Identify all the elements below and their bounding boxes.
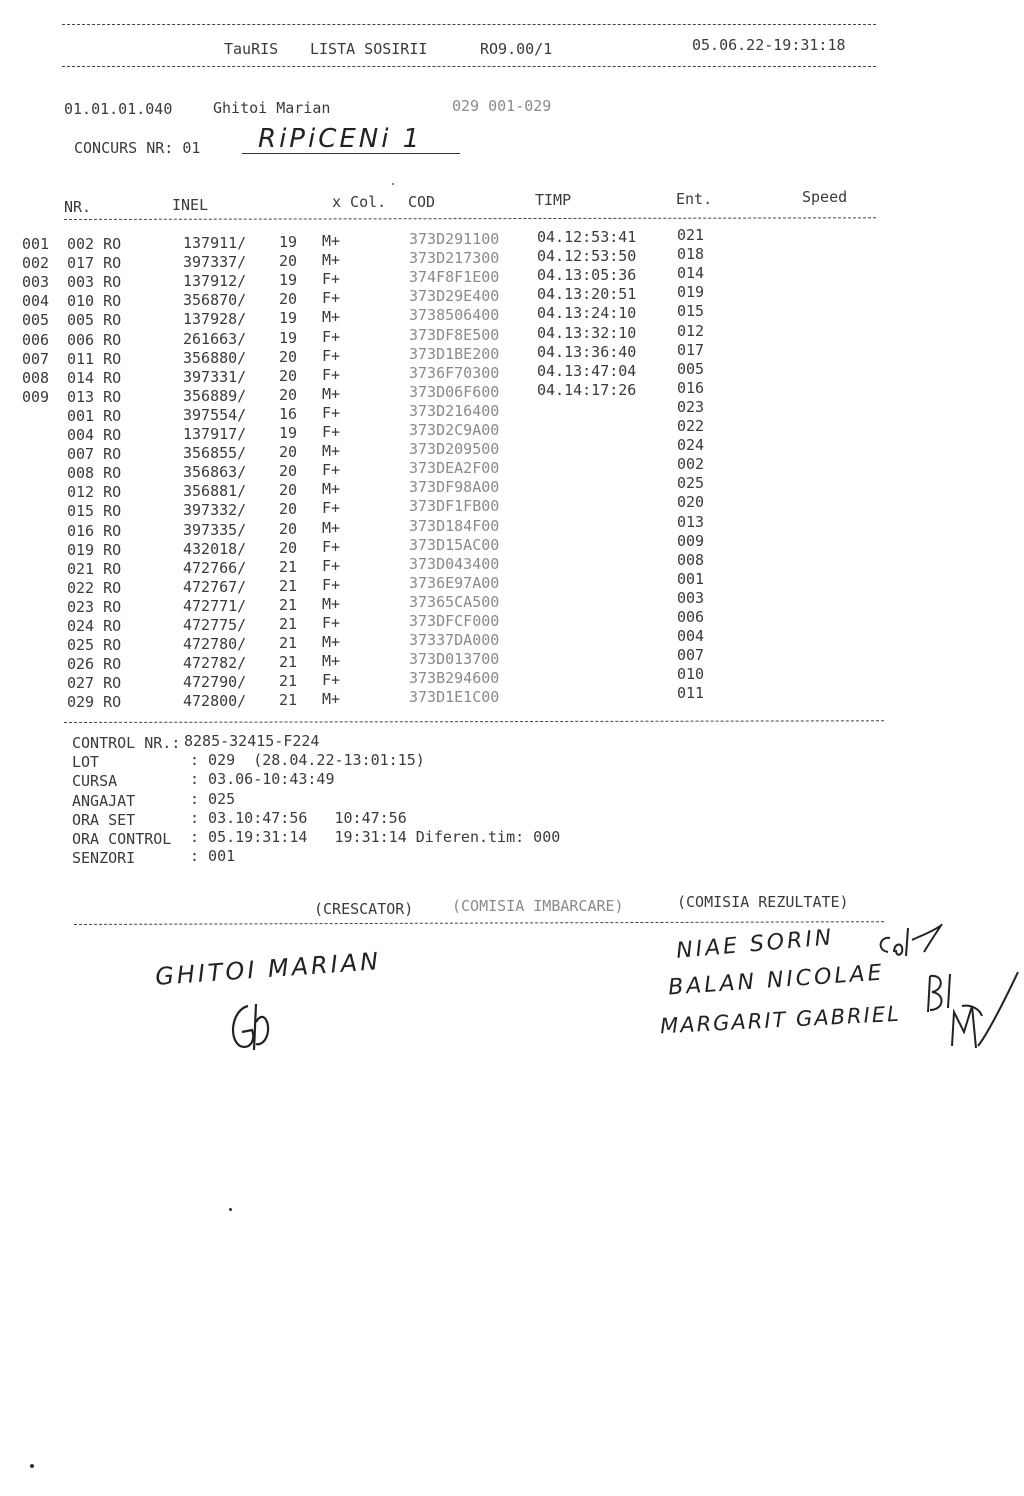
row-sex: M+ <box>322 633 341 652</box>
row-sex: M+ <box>322 251 341 270</box>
row-ent: 010 <box>677 665 705 684</box>
row-year: 21 <box>279 557 298 576</box>
col-header-cod: COD <box>408 193 436 211</box>
row-year: 20 <box>279 538 298 557</box>
control-label: ANGAJAT <box>72 791 136 810</box>
row-ent: 017 <box>677 340 705 359</box>
row-time: 04.13:24:10 <box>537 304 637 323</box>
row-ring: 472771/ <box>183 596 247 615</box>
row-year: 20 <box>279 290 298 309</box>
header-system: TauRIS <box>224 40 279 58</box>
row-code: 373DFCF000 <box>409 612 500 630</box>
signature-commission-3: MARGARIT GABRIEL <box>659 1001 902 1039</box>
row-sex: F+ <box>322 423 341 441</box>
row-year: 19 <box>279 424 298 442</box>
row-ent: 016 <box>677 378 705 397</box>
row-code: 373D15AC00 <box>409 535 500 554</box>
row-sex: F+ <box>322 289 341 308</box>
signature-commission-1-mark <box>870 922 950 962</box>
row-ent: 023 <box>677 397 705 416</box>
contest-label: CONCURS NR: 01 <box>74 139 201 157</box>
row-ring: 137912/ <box>183 272 247 291</box>
row-code: 374F8F1E00 <box>409 268 500 287</box>
contest-name-handwritten: RiPiCENi 1 <box>258 124 423 154</box>
row-time: 04.12:53:50 <box>537 247 637 266</box>
row-position: 008 <box>22 368 50 387</box>
row-number: 005 RO <box>67 311 122 330</box>
row-number: 025 RO <box>67 636 122 655</box>
row-ent: 014 <box>677 264 705 283</box>
sig-header-boarding: (COMISIA IMBARCARE) <box>452 897 624 915</box>
row-ent: 001 <box>677 569 705 588</box>
row-code: 373D184F00 <box>409 516 500 535</box>
control-label: CURSA <box>72 772 118 791</box>
row-ring: 472790/ <box>183 673 247 692</box>
row-ent: 012 <box>677 321 705 340</box>
row-year: 19 <box>279 309 298 328</box>
row-code: 37365CA500 <box>409 592 500 611</box>
control-label: ORA CONTROL <box>72 830 172 848</box>
control-value: : 05.19:31:14 19:31:14 Diferen.tim: 000 <box>190 828 561 846</box>
row-ring: 356889/ <box>183 386 247 405</box>
row-code: 373B294600 <box>409 669 500 688</box>
sig-header-breeder: (CRESCATOR) <box>314 900 414 918</box>
row-ring: 472782/ <box>183 654 247 673</box>
row-code: 373D043400 <box>409 554 500 573</box>
row-ring: 397332/ <box>183 501 247 520</box>
row-ent: 004 <box>677 627 705 646</box>
row-ring: 397554/ <box>183 405 247 424</box>
row-code: 373D06F600 <box>409 382 500 401</box>
row-sex: F+ <box>322 403 341 422</box>
row-code: 373DEA2F00 <box>409 459 500 478</box>
row-position: 009 <box>22 387 50 406</box>
row-number: 027 RO <box>67 674 122 693</box>
row-sex: F+ <box>322 556 341 575</box>
row-code: 373D013700 <box>409 650 500 669</box>
row-ring: 261663/ <box>183 329 247 348</box>
row-code: 373D1E1C00 <box>409 688 500 707</box>
row-code: 3736F70300 <box>409 363 500 382</box>
row-number: 014 RO <box>67 368 122 387</box>
row-number: 029 RO <box>67 693 122 712</box>
row-sex: F+ <box>322 499 341 518</box>
row-number: 010 RO <box>67 292 122 311</box>
row-ring: 137911/ <box>183 234 247 252</box>
row-sex: M+ <box>322 518 341 537</box>
header-printed-datetime: 05.06.22-19:31:18 <box>692 36 846 54</box>
control-label: LOT <box>72 753 100 772</box>
row-code: 373D216400 <box>409 401 500 420</box>
control-label: ORA SET <box>72 810 136 829</box>
row-year: 21 <box>279 595 298 614</box>
row-position: 002 <box>22 254 50 273</box>
row-year: 16 <box>279 404 298 423</box>
row-number: 012 RO <box>67 483 122 502</box>
row-sex: F+ <box>322 671 341 690</box>
row-position: 007 <box>22 349 50 368</box>
row-ring: 356880/ <box>183 348 247 367</box>
row-ent: 021 <box>677 226 705 244</box>
row-year: 20 <box>279 500 298 519</box>
row-number: 024 RO <box>67 617 122 635</box>
row-time: 04.13:20:51 <box>537 285 637 304</box>
fancier-id: 01.01.01.040 <box>64 100 173 118</box>
row-ring: 356881/ <box>183 482 247 501</box>
row-sex: F+ <box>322 365 341 384</box>
control-value: : 029 (28.04.22-13:01:15) <box>190 751 425 770</box>
row-position: 005 <box>22 311 50 330</box>
row-ring: 472780/ <box>183 635 247 654</box>
row-number: 017 RO <box>67 254 122 273</box>
header-list-title: LISTA SOSIRII <box>310 40 428 58</box>
row-year: 21 <box>279 634 298 653</box>
signature-commission-2: BALAN NICOLAE <box>667 960 886 1001</box>
control-label: CONTROL NR.: <box>72 734 181 752</box>
row-code: 373D291100 <box>409 230 500 248</box>
row-ent: 005 <box>677 359 705 378</box>
row-number: 008 RO <box>67 464 122 483</box>
control-value: : 001 <box>190 847 236 866</box>
row-year: 19 <box>279 328 298 347</box>
row-sex: F+ <box>322 327 341 346</box>
row-time: 04.14:17:26 <box>537 380 637 399</box>
row-number: 007 RO <box>67 445 122 464</box>
row-ring: 472766/ <box>183 558 247 577</box>
row-ent: 009 <box>677 531 705 550</box>
row-ring: 472775/ <box>183 616 247 634</box>
row-year: 21 <box>279 653 298 672</box>
row-code: 373DF8E500 <box>409 325 500 344</box>
row-ring: 472800/ <box>183 692 247 711</box>
row-year: 20 <box>279 385 298 404</box>
row-position: 006 <box>22 330 50 349</box>
row-sex: F+ <box>322 575 341 594</box>
control-label: SENZORI <box>72 849 136 868</box>
row-position: 004 <box>22 292 50 311</box>
signature-commission-3-mark <box>942 966 1022 1056</box>
row-number: 019 RO <box>67 540 122 559</box>
signature-commission-1: NIAE SORIN <box>675 925 836 964</box>
col-header-inel: INEL <box>172 196 209 214</box>
fancier-name: Ghitoi Marian <box>213 99 331 117</box>
row-code: 37337DA000 <box>409 631 500 650</box>
row-year: 19 <box>279 271 298 290</box>
row-code: 373D217300 <box>409 249 500 268</box>
row-year: 20 <box>279 481 298 500</box>
control-value: : 025 <box>190 789 236 808</box>
row-ring: 137917/ <box>183 425 247 443</box>
row-position: 001 <box>22 235 50 253</box>
row-ent: 025 <box>677 474 705 493</box>
row-code: 373DF98A00 <box>409 478 500 497</box>
row-ent: 006 <box>677 608 705 626</box>
col-header-speed: Speed <box>802 188 848 206</box>
control-value: 8285-32415-F224 <box>184 732 320 750</box>
row-ring: 432018/ <box>183 539 247 558</box>
row-ent: 020 <box>677 493 705 512</box>
row-year: 20 <box>279 347 298 366</box>
row-code: 373D209500 <box>409 440 500 459</box>
row-ent: 018 <box>677 245 705 264</box>
row-ent: 024 <box>677 436 705 455</box>
row-sex: F+ <box>322 461 341 480</box>
row-ent: 008 <box>677 550 705 569</box>
row-time: 04.12:53:41 <box>537 228 637 246</box>
row-ent: 011 <box>677 684 705 703</box>
row-number: 002 RO <box>67 235 122 253</box>
row-ring: 397337/ <box>183 253 247 272</box>
row-year: 20 <box>279 252 298 271</box>
row-code: 3738506400 <box>409 306 500 325</box>
row-sex: F+ <box>322 270 341 289</box>
sig-header-results: (COMISIA REZULTATE) <box>677 893 849 911</box>
row-time: 04.13:05:36 <box>537 266 637 285</box>
col-header-timp: TIMP <box>535 191 572 209</box>
control-value: : 03.06-10:43:49 <box>190 770 335 789</box>
row-number: 006 RO <box>67 330 122 349</box>
row-sex: M+ <box>322 594 341 613</box>
row-ent: 019 <box>677 283 705 302</box>
scan-speck <box>229 1208 232 1211</box>
fancier-range: 029 001-029 <box>452 97 552 115</box>
col-header-col: x Col. <box>332 193 387 211</box>
row-time: 04.13:32:10 <box>537 323 637 342</box>
row-ent: 007 <box>677 646 705 665</box>
row-year: 19 <box>279 233 298 251</box>
row-number: 001 RO <box>67 406 122 425</box>
col-header-nr: NR. <box>64 198 92 216</box>
signature-breeder-name: GHITOI MARIAN <box>154 947 382 991</box>
row-number: 021 RO <box>67 559 122 578</box>
row-position: 003 <box>22 273 50 292</box>
row-ring: 356863/ <box>183 463 247 482</box>
row-sex: M+ <box>322 480 341 499</box>
row-ent: 013 <box>677 512 705 531</box>
row-year: 21 <box>279 576 298 595</box>
row-year: 20 <box>279 366 298 385</box>
scan-speck <box>392 183 394 185</box>
signature-breeder-mark <box>222 998 282 1058</box>
row-sex: M+ <box>322 442 341 461</box>
row-code: 373DF1FB00 <box>409 497 500 516</box>
row-year: 21 <box>279 615 298 633</box>
row-sex: M+ <box>322 652 341 671</box>
row-sex: F+ <box>322 537 341 556</box>
control-value: : 03.10:47:56 10:47:56 <box>190 808 407 827</box>
row-ent: 022 <box>677 417 705 435</box>
row-number: 003 RO <box>67 273 122 292</box>
row-year: 21 <box>279 691 298 710</box>
row-sex: M+ <box>322 384 341 403</box>
row-sex: F+ <box>322 614 341 632</box>
signature-rule <box>74 921 884 925</box>
row-number: 022 RO <box>67 578 122 597</box>
row-number: 023 RO <box>67 597 122 616</box>
row-year: 20 <box>279 462 298 481</box>
row-ring: 472767/ <box>183 577 247 596</box>
row-ent: 015 <box>677 302 705 321</box>
row-ent: 002 <box>677 455 705 474</box>
row-number: 016 RO <box>67 521 122 540</box>
row-time: 04.13:47:04 <box>537 361 637 380</box>
row-ring: 397335/ <box>183 520 247 539</box>
control-block <box>0 0 700 870</box>
row-number: 026 RO <box>67 655 122 674</box>
row-number: 011 RO <box>67 349 122 368</box>
header-code: RO9.00/1 <box>480 40 553 58</box>
row-sex: F+ <box>322 346 341 365</box>
row-sex: M+ <box>322 690 341 709</box>
row-code: 373D1BE200 <box>409 344 500 363</box>
row-number: 004 RO <box>67 426 122 444</box>
row-ring: 356855/ <box>183 444 247 463</box>
row-code: 373D29E400 <box>409 287 500 306</box>
scan-speck <box>30 1464 34 1468</box>
row-code: 373D2C9A00 <box>409 421 500 439</box>
row-ring: 356870/ <box>183 291 247 310</box>
row-sex: M+ <box>322 308 341 327</box>
row-time: 04.13:36:40 <box>537 342 637 361</box>
row-number: 015 RO <box>67 502 122 521</box>
row-number: 013 RO <box>67 387 122 406</box>
row-sex: M+ <box>322 232 341 250</box>
row-year: 21 <box>279 672 298 691</box>
col-header-ent: Ent. <box>676 190 713 208</box>
row-ring: 137928/ <box>183 310 247 329</box>
row-code: 3736E97A00 <box>409 573 500 592</box>
row-year: 20 <box>279 519 298 538</box>
row-year: 20 <box>279 443 298 462</box>
row-ring: 397331/ <box>183 367 247 386</box>
row-ent: 003 <box>677 588 705 607</box>
